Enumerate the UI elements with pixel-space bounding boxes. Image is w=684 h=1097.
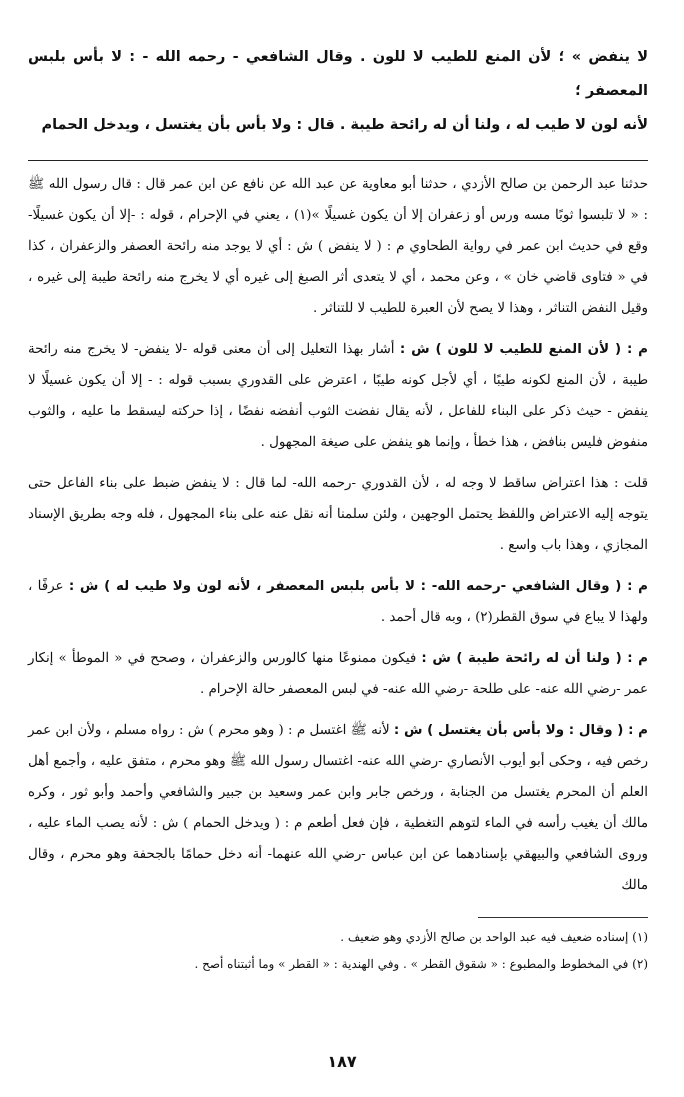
commentary-paragraph: م : ( لأن المنع للطيب لا للون ) ش : أشار بهذا التعليل إلى أن معنى قوله -لا ينفض- لا يخرج منه رائحة طيبة ، لأن المنع لكونه طيبًا ، أي لأجل كونه طيبًا ، اعترض على القدوري بسبب قوله : - إلا أن يكون غسيلًا لا ينفض - حيث ذكر على البناء للفاعل ، لأنه يقال نفضت الثوب أنفضه نفضًا ، إذا حركته ليسقط ما عليه ، والثوب منفوض فليس بنافض ، هذا خطأ ، وإنما هو ينفض على صيغة المجهول . <box>28 342 648 450</box>
matn-line-1: لا ينفض » ؛ لأن المنع للطيب لا للون . وقال الشافعي - رحمه الله - : لا بأس بلبس المعصفر ؛ <box>28 49 648 99</box>
commentary-paragraph: م : ( وقال الشافعي -رحمه الله- : لا بأس بلبس المعصفر ، لأنه لون ولا طيب له ) ش : عرفًا ، ولهذا لا يباع في سوق القطر(٢) ، وبه قال أحمد . <box>28 579 648 625</box>
footnotes <box>28 924 648 978</box>
commentary-paragraph: حدثنا عبد الرحمن بن صالح الأزدي ، حدثنا أبو معاوية عن عبد الله عن نافع عن ابن عمر قال : قال رسول الله ﷺ : « لا تلبسوا ثوبًا مسه ورس أو زعفران إلا أن يكون غسيلًا »(١) ، يعني في الإحرام ، قوله : -إلا أن يكون غسيلًا- وقع في حديث ابن عمر في رواية الطحاوي م : ( لا ينفض ) ش : أي لا يوجد منه رائحة العصفر والزعفران ، كذا في « فتاوى قاضي خان » ، وعن محمد ، أي لا يتعدى أثر الصبغ إلى غيره أي لا يخرج منه رائحة طيبة إلى غيره ، وقيل النفض التناثر ، وهذا لا يصح لأن العبرة للطيب لا للتناثر . <box>28 177 649 316</box>
commentary <box>28 169 648 901</box>
page-number: ١٨٧ <box>327 1052 357 1071</box>
footnote-1: (١) إسناده ضعيف فيه عبد الواحد بن صالح الأزدي وهو ضعيف . <box>340 930 648 944</box>
commentary-paragraph: قلت : هذا اعتراض ساقط لا وجه له ، لأن القدوري -رحمه الله- لما قال : لا ينفض ضبط على بناء الفاعل حتى يتوجه إليه الاعتراض واللفظ يحتمل الوجهين ، ولئن سلمنا أنه نقل عنه على بناء المجهول ، فله وجه بطريق الإسناد المجازي ، وهذا باب واسع . <box>28 476 648 553</box>
matn-line-2: لأنه لون لا طيب له ، ولنا أن له رائحة طيبة . قال : ولا بأس بأن يغتسل ، ويدخل الحمام <box>41 117 648 133</box>
matn-divider <box>28 160 648 161</box>
commentary-paragraph: م : ( ولنا أن له رائحة طيبة ) ش : فيكون ممنوعًا منها كالورس والزعفران ، وصحح في « الموطأ » إنكار عمر -رضي الله عنه- على طلحة -رضي الله عنه- في لبس المعصفر حالة الإحرام . <box>28 651 649 697</box>
commentary-paragraph: م : ( وقال : ولا بأس بأن يغتسل ) ش : لأنه ﷺ اغتسل م : ( وهو محرم ) ش : رواه مسلم ، ولأن ابن عمر رخص فيه ، وحكى أبو أيوب الأنصاري -رضي الله عنه- اغتسال رسول الله ﷺ وهو محرم ، متفق عليه ، وأجمع أهل العلم أن المحرم يغتسل من الجنابة ، ورخص جابر وابن عمر وسعيد بن جبير والشافعي وأحمد وأبو ثور ، وكره مالك أن يغيب رأسه في الماء لتوهم التغطية ، فإن فعل أطعم م : ( ويدخل الحمام ) ش : لأنه يصب الماء عليه ، وروى الشافعي والبيهقي بإسنادهما عن ابن عباس -رضي الله عنهما- أنه دخل حمامًا بالجحفة وهو محرم ، وقال مالك <box>28 723 648 893</box>
footnote-2: (٢) في المخطوط والمطبوع : « شقوق القطر » . وفي الهندية : « القطر » وما أثبتناه أصح . <box>194 957 648 971</box>
footnote-divider <box>478 917 648 918</box>
matn-text <box>28 40 648 142</box>
